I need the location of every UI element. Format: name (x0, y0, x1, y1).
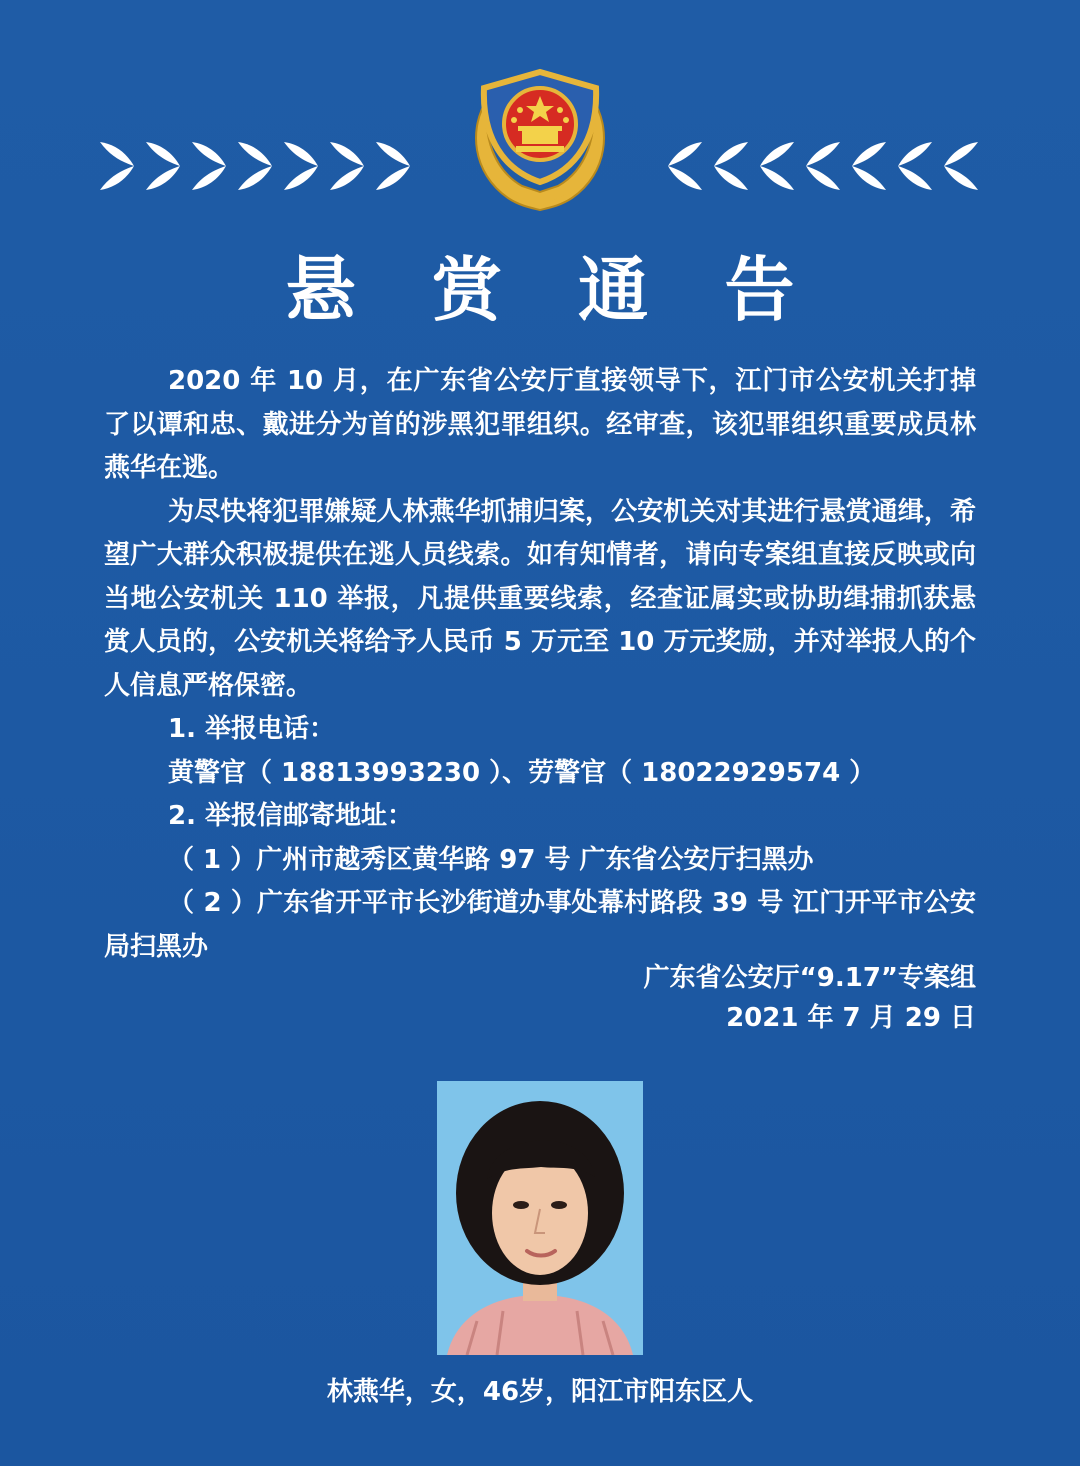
address-item-2: （ 2 ）广东省开平市长沙街道办事处幕村路段 39 号 江门开平市公安局扫黑办 (104, 888, 976, 962)
issuer-name: 广东省公安厅“9.17”专案组 (643, 963, 976, 993)
phone-heading: 1. 举报电话： (168, 714, 336, 744)
notice-title: 悬 赏 通 告 (285, 249, 821, 331)
leaf-chevron-icon (852, 142, 886, 190)
leaf-chevron-icon (284, 142, 318, 190)
leaf-chevron-icon (192, 142, 226, 190)
police-emblem-icon (458, 58, 622, 218)
leaf-chevron-icon (238, 142, 272, 190)
leaf-ornament-left (100, 138, 412, 194)
signature-block (644, 958, 976, 1038)
leaf-chevron-icon (146, 142, 180, 190)
mail-heading: 2. 举报信邮寄地址： (168, 801, 414, 831)
issue-date: 2021 年 7 月 29 日 (726, 1003, 976, 1033)
leaf-chevron-icon (668, 142, 702, 190)
notice-body (104, 360, 976, 969)
address-item-1: （ 1 ）广州市越秀区黄华路 97 号 广东省公安厅扫黑办 (168, 844, 814, 875)
paragraph-reward: 为尽快将犯罪嫌疑人林燕华抓捕归案，公安机关对其进行悬赏通缉，希望广大群众积极提供在逃人员线索。如有知情者，请向专案组直接反映或向当地公安机关 110 举报，凡提供重要线索，经查证属实或协助缉捕抓获悬赏人员的，公安机关将给予人民币 5 万元至 10 万元奖励，并对举报人的个人信息严格保密。 (104, 496, 976, 701)
leaf-chevron-icon (376, 142, 410, 190)
leaf-chevron-icon (714, 142, 748, 190)
leaf-chevron-icon (330, 142, 364, 190)
leaf-chevron-icon (806, 142, 840, 190)
suspect-photo (437, 1081, 643, 1355)
leaf-chevron-icon (898, 142, 932, 190)
leaf-chevron-icon (760, 142, 794, 190)
leaf-chevron-icon (944, 142, 978, 190)
leaf-ornament-right (668, 138, 980, 194)
phone-numbers: 黄警官（ 18813993230 ）、劳警官（ 18022929574 ） (168, 757, 876, 788)
suspect-caption: 林燕华，女，46岁，阳江市阳东区人 (326, 1377, 754, 1407)
leaf-chevron-icon (100, 142, 134, 190)
paragraph-case-summary: 2020 年 10 月，在广东省公安厅直接领导下，江门市公安机关打掉了以谭和忠、戴进分为首的涉黑犯罪组织。经审查，该犯罪组织重要成员林燕华在逃。 (104, 366, 976, 483)
